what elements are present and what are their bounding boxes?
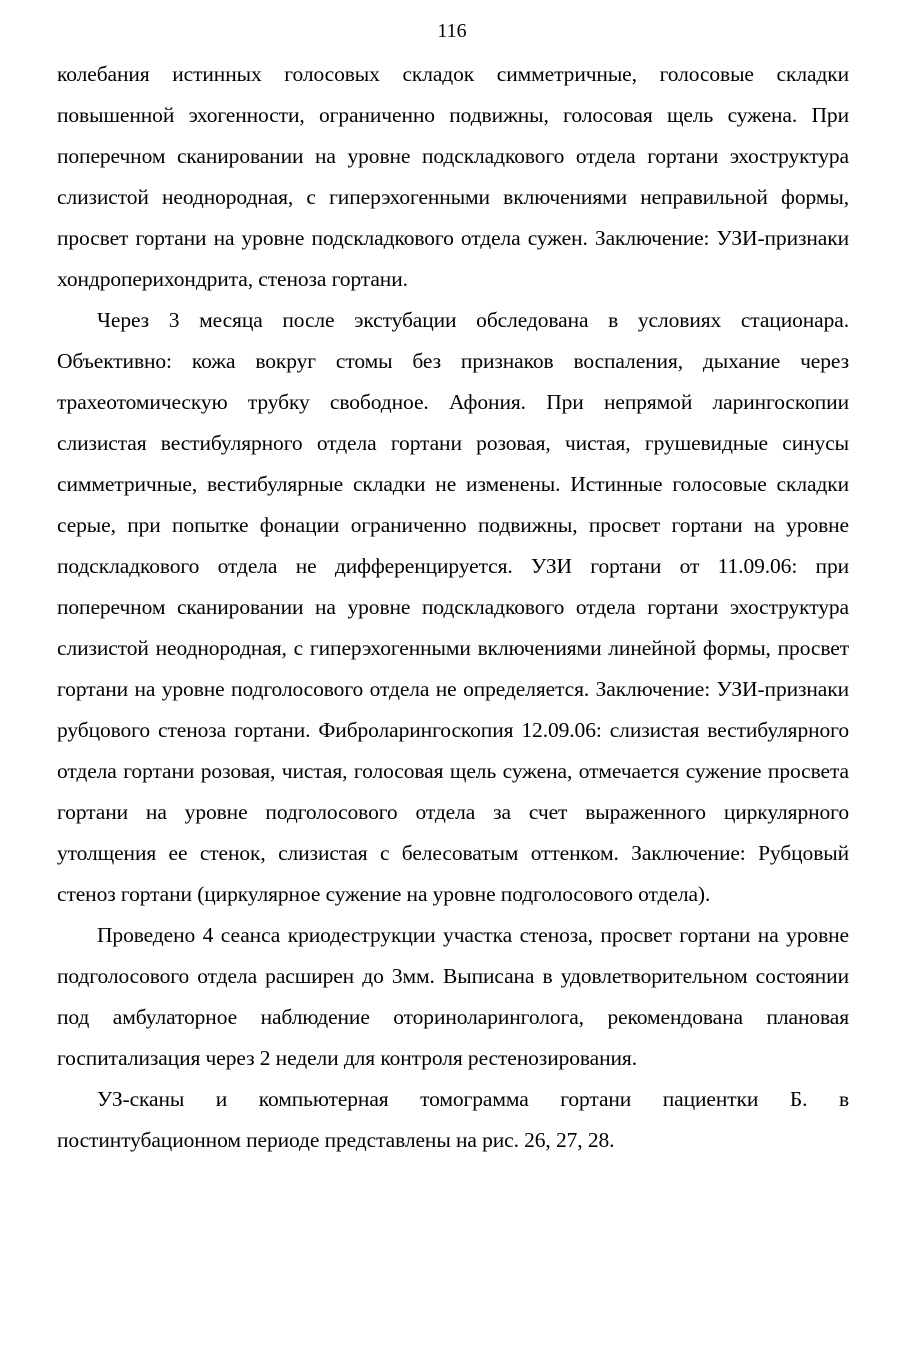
paragraph-followup-examination: Через 3 месяца после экстубации обследована в условиях стационара. Объективно: кожа вокруг стомы без признаков воспаления, дыхание через трахеотомическую трубку свободное. Афония. При непрямой ларингоскопии слизистая вестибулярного отдела гортани розовая, чистая, грушевидные синусы симметричные, вестибулярные складки не изменены. Истинные голосовые складки серые, при попытке фонации ограниченно подвижны, просвет гортани на уровне подскладкового отдела не дифференцируется. УЗИ гортани от 11.09.06: при поперечном сканировании на уровне подскладкового отдела гортани эхоструктура слизистой неоднородная, с гиперэхогенными включениями линейной формы, просвет гортани на уровне подголосового отдела не определяется. Заключение: УЗИ-признаки рубцового стеноза гортани. Фиброларингоскопия 12.09.06: слизистая вестибулярного отдела гортани розовая, чистая, голосовая щель сужена, отмечается сужение просвета гортани на уровне подголосового отдела за счет выраженного циркулярного утолщения ее стенок, слизистая с белесоватым оттенком. Заключение: Рубцовый стеноз гортани (циркулярное сужение на уровне подголосового отдела). xyxy=(57,308,849,906)
paragraph-figure-reference: УЗ-сканы и компьютерная томограмма гортани пациентки Б. в постинтубационном периоде представлены на рис. 26, 27, 28. xyxy=(57,1087,849,1152)
page-number: 116 xyxy=(437,20,467,42)
paragraph-continuation: колебания истинных голосовых складок симметричные, голосовые складки повышенной эхогенности, ограниченно подвижны, голосовая щель сужена. При поперечном сканировании на уровне подскладкового отдела гортани эхоструктура слизистой неоднородная, с гиперэхогенными включениями неправильной формы, просвет гортани на уровне подскладкового отдела сужен. Заключение: УЗИ-признаки хондроперихондрита, стеноза гортани. xyxy=(57,62,849,291)
paragraph-cryodestruction: Проведено 4 сеанса криодеструкции участка стеноза, просвет гортани на уровне подголосового отдела расширен до 3мм. Выписана в удовлетворительном состоянии под амбулаторное наблюдение оториноларинголога, рекомендована плановая госпитализация через 2 недели для контроля рестенозирования. xyxy=(57,923,849,1070)
document-body xyxy=(57,54,849,1161)
